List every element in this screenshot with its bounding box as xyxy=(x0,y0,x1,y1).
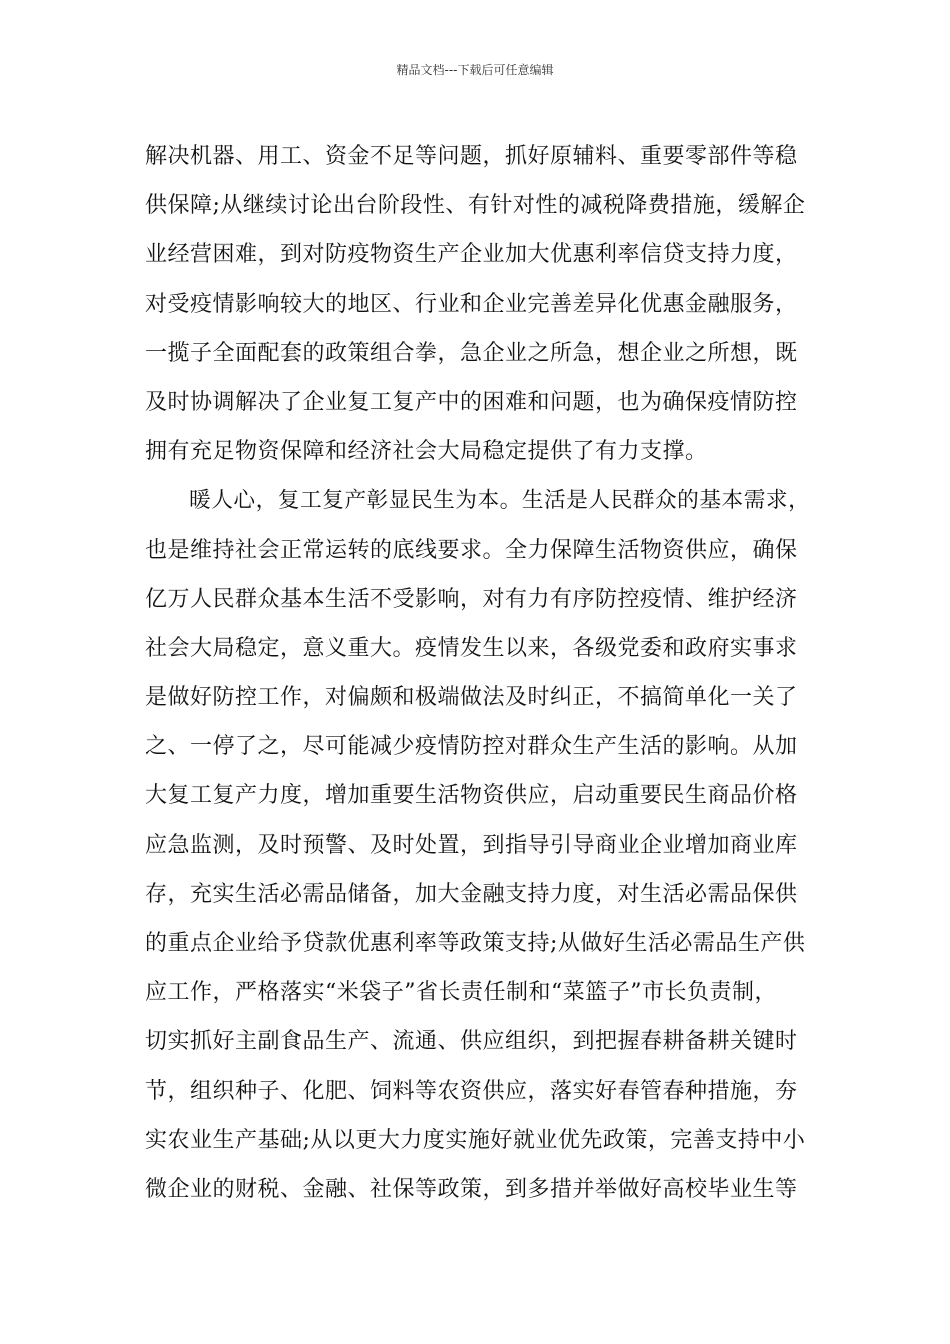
text-line: 节，组织种子、化肥、饲料等农资供应，落实好春管春种措施，夯 xyxy=(145,1078,798,1104)
text-line: 及时协调解决了企业复工复产中的困难和问题，也为确保疫情防控 xyxy=(145,389,798,415)
text-line: 是做好防控工作，对偏颇和极端做法及时纠正，不搞简单化一关了 xyxy=(145,685,798,711)
text-line: 也是维持社会正常运转的底线要求。全力保障生活物资供应，确保 xyxy=(145,537,798,563)
text-line: 之、一停了之，尽可能减少疫情防控对群众生产生活的影响。从加 xyxy=(145,734,798,760)
text-line: 供保障;从继续讨论出台阶段性、有针对性的减税降费措施，缓解企 xyxy=(145,193,806,219)
text-line: 解决机器、用工、资金不足等问题，抓好原辅料、重要零部件等稳 xyxy=(145,144,798,169)
page-header: 精品文档---下载后可任意编辑 xyxy=(396,63,554,77)
document-body xyxy=(145,132,810,1214)
text-line: 大复工复产力度，增加重要生活物资供应，启动重要民生商品价格 xyxy=(145,783,798,809)
text-line: 应工作，严格落实“米袋子”省长责任制和“菜篮子”市长负责制， xyxy=(145,980,777,1006)
text-line: 拥有充足物资保障和经济社会大局稳定提供了有力支撑。 xyxy=(145,439,708,465)
text-line: 实农业生产基础;从以更大力度实施好就业优先政策，完善支持中小 xyxy=(145,1127,806,1153)
text-line: 亿万人民群众基本生活不受影响，对有力有序防控疫情、维护经济 xyxy=(145,586,798,612)
text-line: 一揽子全面配套的政策组合拳，急企业之所急，想企业之所想，既 xyxy=(145,340,798,366)
text-line: 社会大局稳定，意义重大。疫情发生以来，各级党委和政府实事求 xyxy=(145,635,798,661)
text-line: 应急监测，及时预警、及时处置，到指导引导商业企业增加商业库 xyxy=(145,832,798,858)
text-line: 业经营困难，到对防疫物资生产企业加大优惠利率信贷支持力度， xyxy=(145,242,798,268)
text-line: 存，充实生活必需品储备，加大金融支持力度，对生活必需品保供 xyxy=(145,881,798,907)
text-line: 微企业的财税、金融、社保等政策，到多措并举做好高校毕业生等 xyxy=(145,1176,798,1202)
text-line: 切实抓好主副食品生产、流通、供应组织，到把握春耕备耕关键时 xyxy=(145,1029,798,1055)
text-line: 的重点企业给予贷款优惠利率等政策支持;从做好生活必需品生产供 xyxy=(145,931,806,956)
text-line: 对受疫情影响较大的地区、行业和企业完善差异化优惠金融服务， xyxy=(145,291,798,317)
paragraph-first-line: 暖人心，复工复产彰显民生为本。生活是人民群众的基本需求， xyxy=(189,488,811,514)
